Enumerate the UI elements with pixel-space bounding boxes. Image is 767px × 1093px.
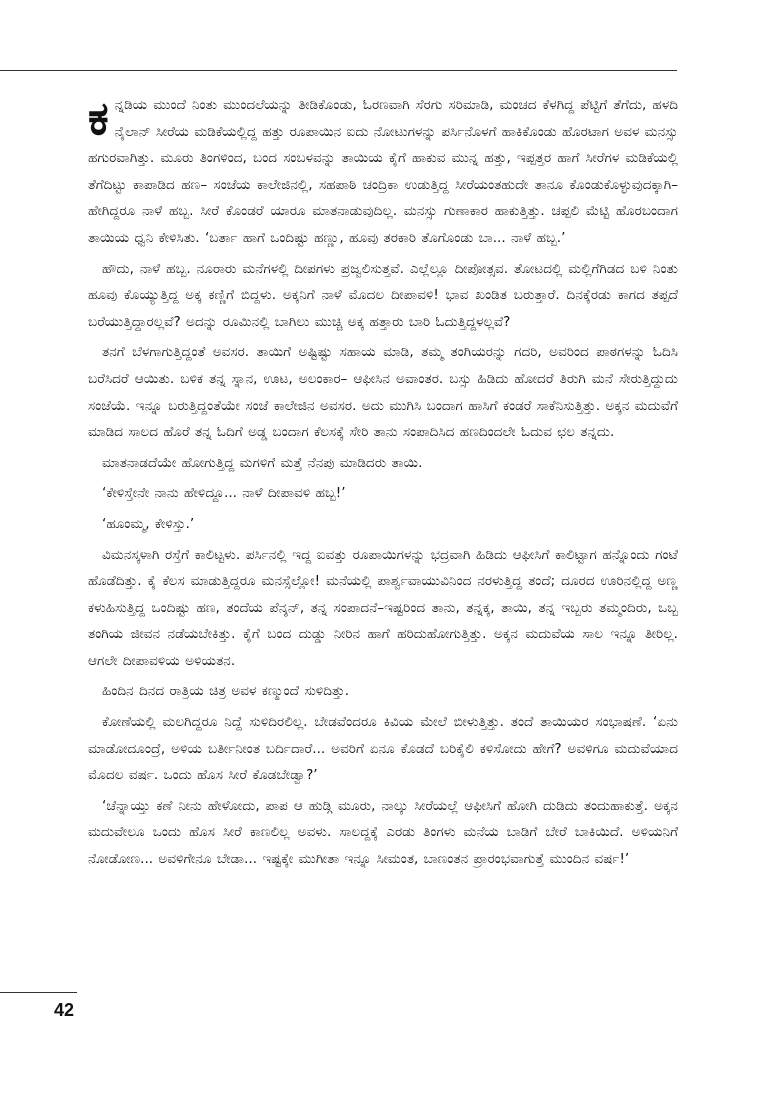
drop-cap: ಕ [88,91,109,145]
paragraph-1 [88,92,678,252]
paragraph-4: ಮಾತನಾಡದೆಯೇ ಹೋಗುತ್ತಿದ್ದ ಮಗಳಿಗೆ ಮತ್ತೆ ನೆನಪು ಮಾಡಿದರು ತಾಯಿ. [102,454,423,471]
paragraph-5: ‘ಕೇಳಿಸ್ತೇನೇ ನಾನು ಹೇಳಿದ್ದೂ... ನಾಳೆ ದೀಪಾವಳಿ ಹಬ್ಬ!’ [102,485,346,502]
paragraph-1-text: ನ್ನಡಿಯ ಮುಂದೆ ನಿಂತು ಮುಂದಲೆಯನ್ನು ತೀಡಿಕೊಂಡು, ಓರಣವಾಗಿ ಸೆರಗು ಸರಿಮಾಡಿ, ಮಂಚದ ಕೆಳಗಿದ್ದ ಪೆಟ್ಟಿಗೆ ತೆಗೆದು, ಹಳದಿ ನೈಲಾನ್ ಸೀರೆಯ ಮಡಿಕೆಯಲ್ಲಿದ್ದ ಹತ್ತು ರೂಪಾಯಿನ ಐದು ನೋಟುಗಳನ್ನು ಪರ್ಸಿನೊಳಗೆ ಹಾಕಿಕೊಂಡು ಹೊರಟಾಗ ಅವಳ ಮನಸ್ಸು ಹಗುರವಾಗಿತ್ತು. ಮೂರು ತಿಂಗಳಿಂದ, ಬಂದ ಸಂಬಳವನ್ನು ತಾಯಿಯ ಕೈಗೆ ಹಾಕುವ ಮುನ್ನ ಹತ್ತು, ಇಪ್ಪತ್ತರ ಹಾಗೆ ಸೀರೆಗಳ ಮಡಿಕೆಯಲ್ಲಿ ತೆಗೆದಿಟ್ಟು ಕಾಪಾಡಿದ ಹಣ– ಸಂಜೆಯ ಕಾಲೇಜಿನಲ್ಲಿ, ಸಹಪಾಠಿ ಚಂದ್ರಿಕಾ ಉಡುತ್ತಿದ್ದ ಸೀರೆಯಂತಹುದೇ ತಾನೂ ಕೊಂಡುಕೊಳ್ಳುವುದಕ್ಕಾಗಿ– ಹೇಗಿದ್ದರೂ ನಾಳೆ ಹಬ್ಬ. ಸೀರೆ ಕೊಂಡರೆ ಯಾರೂ ಮಾತನಾಡುವುದಿಲ್ಲ. ಮನಸ್ಸು ಗುಣಾಕಾರ ಹಾಕುತ್ತಿತ್ತು. ಚಪ್ಪಲಿ ಮೆಟ್ಟಿ ಹೊರಬಂದಾಗ ತಾಯಿಯ ಧ್ವನಿ ಕೇಳಿಸಿತು. ‘ಬರ್ತಾ ಹಾಗೆ ಒಂದಿಷ್ಟು ಹಣ್ಣು, ಹೂವು ತರಕಾರಿ ತೊಗೊಂಡು ಬಾ... ನಾಳೆ ಹಬ್ಬ.’ [88,97,678,246]
paragraph-10: ‘ಚೆನ್ನಾಯ್ತು ಕಣೆ ನೀನು ಹೇಳೋದು, ಪಾಪ ಆ ಹುಡ್ಗಿ ಮೂರು, ನಾಲ್ಕು ಸೀರೆಯಲ್ಲೆ ಆಫೀಸಿಗೆ ಹೋಗಿ ದುಡಿದು ತಂದುಹಾಕುತ್ತೆ. ಅಕ್ಕನ ಮದುವೇಲೂ ಒಂದು ಹೊಸ ಸೀರೆ ಕಾಣಲಿಲ್ಲ ಅವಳು. ಸಾಲದ್ದಕ್ಕೆ ಎರಡು ತಿಂಗಳು ಮನೆಯ ಬಾಡಿಗೆ ಬೇರೆ ಬಾಕಿಯಿದೆ. ಅಳಿಯನಿಗೆ ನೋಡೋಣ... ಅವಳಿಗೇನೂ ಬೇಡಾ... ಇಷ್ಟಕ್ಕೇ ಮುಗೀತಾ ಇನ್ನೂ ಸೀಮಂತ, ಬಾಣಂತನ ಪ್ರಾರಂಭವಾಗುತ್ತೆ ಮುಂದಿನ ವರ್ಷ!’ [88,797,678,868]
paragraph-7: ವಿಮನಸ್ಕಳಾಗಿ ರಸ್ತೆಗೆ ಕಾಲಿಟ್ಟಳು. ಪರ್ಸಿನಲ್ಲಿ ಇದ್ದ ಐವತ್ತು ರೂಪಾಯಿಗಳನ್ನು ಭದ್ರವಾಗಿ ಹಿಡಿದು ಆಫೀಸಿಗೆ ಕಾಲಿಟ್ಟಾಗ ಹನ್ನೊಂದು ಗಂಟೆ ಹೊಡೆದಿತ್ತು. ಕೈ ಕೆಲಸ ಮಾಡುತ್ತಿದ್ದರೂ ಮನಸ್ಸೆಲ್ಲೋ! ಮನೆಯಲ್ಲಿ ಪಾರ್ಶ್ವವಾಯುವಿನಿಂದ ನರಳುತ್ತಿದ್ದ ತಂದೆ; ದೂರದ ಊರಿನಲ್ಲಿದ್ದ ಅಣ್ಣ ಕಳುಹಿಸುತ್ತಿದ್ದ ಒಂದಿಷ್ಟು ಹಣ, ತಂದೆಯ ಪೆನ್ಶನ್, ತನ್ನ ಸಂಪಾದನೆ–ಇಷ್ಟರಿಂದ ತಾನು, ತನ್ನಕ್ಕ, ತಾಯಿ, ತನ್ನ ಇಬ್ಬರು ತಮ್ಮಂದಿರು, ಒಬ್ಬ ತಂಗಿಯ ಜೀವನ ನಡೆಯಬೇಕಿತ್ತು. ಕೈಗೆ ಬಂದ ದುಡ್ಡು ನೀರಿನ ಹಾಗೆ ಹರಿದುಹೋಗುತ್ತಿತ್ತು. ಅಕ್ಕನ ಮದುವೆಯ ಸಾಲ ಇನ್ನೂ ತೀರಿಲ್ಲ. ಆಗಲೇ ದೀಪಾವಳಿಯ ಅಳಿಯತನ. [88,546,678,669]
paragraph-6: ‘ಹೂಂಮ್ಮ, ಕೇಳಿಸ್ತು.’ [102,515,195,532]
footer-divider [0,992,77,993]
paragraph-3: ತನಗೆ ಬೆಳಗಾಗುತ್ತಿದ್ದಂತೆ ಅವಸರ. ತಾಯಿಗೆ ಅಷ್ಟಿಷ್ಟು ಸಹಾಯ ಮಾಡಿ, ತಮ್ಮ ತಂಗಿಯರನ್ನು ಗದರಿ, ಅವರಿಂದ ಪಾಠಗಳನ್ನು ಓದಿಸಿ ಬರೆಸಿದರೆ ಆಯಿತು. ಬಳಿಕ ತನ್ನ ಸ್ನಾನ, ಊಟ, ಅಲಂಕಾರ– ಆಫೀಸಿನ ಅವಾಂತರ. ಬಸ್ಸು ಹಿಡಿದು ಹೋದರೆ ತಿರುಗಿ ಮನೆ ಸೇರುತ್ತಿದ್ದುದು ಸಂಜೆಯೆ. ಇನ್ನೂ ಬರುತ್ತಿದ್ದಂತೆಯೇ ಸಂಜೆ ಕಾಲೇಜಿನ ಅವಸರ. ಅದು ಮುಗಿಸಿ ಬಂದಾಗ ಹಾಸಿಗೆ ಕಂಡರೆ ಸಾಕೆನಿಸುತ್ತಿತ್ತು. ಅಕ್ಕನ ಮದುವೆಗೆ ಮಾಡಿದ ಸಾಲದ ಹೊರೆ ತನ್ನ ಓದಿಗೆ ಅಡ್ಡ ಬಂದಾಗ ಕೆಲಸಕ್ಕೆ ಸೇರಿ ತಾನು ಸಂಪಾದಿಸಿದ ಹಣದಿಂದಲೇ ಓದುವ ಛಲ ತನ್ನದು. [88,344,678,441]
paragraph-2: ಹೌದು, ನಾಳೆ ಹಬ್ಬ. ನೂರಾರು ಮನೆಗಳಲ್ಲಿ ದೀಪಗಳು ಪ್ರಜ್ವಲಿಸುತ್ತವೆ. ಎಲ್ಲೆಲ್ಲೂ ದೀಪೋತ್ಸವ. ತೋಟದಲ್ಲಿ ಮಲ್ಲಿಗೆಗಿಡದ ಬಳಿ ನಿಂತು ಹೂವು ಕೊಯ್ಯುತ್ತಿದ್ದ ಅಕ್ಕ ಕಣ್ಣಿಗೆ ಬಿದ್ದಳು. ಅಕ್ಕನಿಗೆ ನಾಳೆ ಮೊದಲ ದೀಪಾವಳಿ! ಭಾವ ಖಂಡಿತ ಬರುತ್ತಾರೆ. ದಿನಕ್ಕೆರಡು ಕಾಗದ ತಪ್ಪದೆ ಬರೆಯುತ್ತಿದ್ದಾರಲ್ಲವೆ? ಅದನ್ನು ರೂಮಿನಲ್ಲಿ ಬಾಗಿಲು ಮುಚ್ಚಿ ಅಕ್ಕ ಹತ್ತಾರು ಬಾರಿ ಓದುತ್ತಿದ್ದಳಲ್ಲವೆ? [88,260,678,330]
page-number: 42 [54,1000,75,1020]
top-divider [0,70,677,71]
paragraph-8: ಹಿಂದಿನ ದಿನದ ರಾತ್ರಿಯ ಚಿತ್ರ ಅವಳ ಕಣ್ಮುಂದೆ ಸುಳಿದಿತ್ತು. [102,683,350,700]
article-body [88,92,678,877]
paragraph-9: ಕೋಣೆಯಲ್ಲಿ ಮಲಗಿದ್ದರೂ ನಿದ್ದೆ ಸುಳಿದಿರಲಿಲ್ಲ. ಬೇಡವೆಂದರೂ ಕಿವಿಯ ಮೇಲೆ ಬೀಳುತ್ತಿತ್ತು. ತಂದೆ ತಾಯಿಯರ ಸಂಭಾಷಣೆ. ‘ಏನು ಮಾಡೋದೂಂದ್ರೆ, ಅಳಿಯ ಬರ್ತೀನೀಂತ ಬರ್ದಿದಾರೆ... ಅವರಿಗೆ ಏನೂ ಕೊಡದೆ ಬರಿಕೈಲಿ ಕಳಿಸೋದು ಹೇಗೆ? ಅವಳಿಗೂ ಮದುವೆಯಾದ ಮೊದಲ ವರ್ಷ. ಒಂದು ಹೊಸ ಸೀರೆ ಕೊಡಬೇಡ್ವಾ?’ [88,714,678,784]
